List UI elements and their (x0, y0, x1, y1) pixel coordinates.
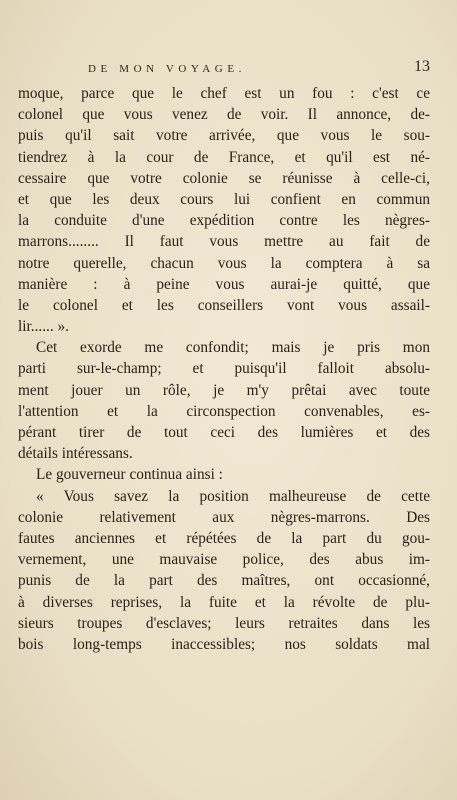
text-line: pérant tirer de tout ceci des lumières et des (18, 424, 430, 441)
running-head (18, 60, 430, 80)
text-line: Cet exorde me confondit; mais je pris mon (36, 339, 430, 357)
text-line: tiendrez à la cour de France, et qu'il est né- (18, 148, 430, 166)
text-line: punis de la part des maîtres, ont occasionné, (18, 572, 430, 590)
text-line: la conduite d'une expédition contre les nègres- (18, 212, 430, 230)
text-line: détails intéressans. (18, 445, 133, 463)
text-line: vernement, une mauvaise police, des abus im- (18, 551, 430, 569)
text-line: marrons........ Il faut vous mettre au fait de (18, 233, 430, 251)
text-line: fautes anciennes et répétées de la part du gou- (18, 529, 430, 547)
text-line: moque, parce que le chef est un fou : c'est ce (18, 85, 430, 102)
text-line: notre querelle, chacun vous la comptera à sa (18, 254, 430, 272)
text-line: puis qu'il sait votre arrivée, que vous le sou- (18, 127, 430, 145)
text-line: manière : à peine vous aurai-je quitté, que (18, 275, 430, 293)
text-line: à diverses reprises, la fuite et la révolte de plu- (18, 593, 430, 611)
running-title: DE MON VOYAGE. (88, 63, 247, 75)
text-line: colonie relativement aux nègres-marrons. Des (18, 508, 430, 526)
text-line: Le gouverneur continua ainsi : (36, 466, 223, 484)
text-line: bois long-temps inaccessibles; nos soldats mal (18, 635, 430, 653)
body-text (18, 83, 430, 655)
text-line: et que les deux cours lui confient en commun (18, 190, 430, 208)
text-line: colonel que vous venez de voir. Il annonce, de- (18, 106, 430, 124)
text-line: parti sur-le-champ; et puisqu'il falloit absolu- (18, 360, 430, 378)
text-line: sieurs troupes d'esclaves; leurs retraites dans les (18, 614, 430, 632)
text-line: « Vous savez la position malheureuse de cette (36, 487, 430, 505)
text-line: cessaire que votre colonie se réunisse à celle-ci, (18, 169, 430, 187)
text-line: lir...... ». (18, 318, 69, 336)
page-number: 13 (414, 58, 430, 75)
text-line: l'attention et la circonspection convenables, es- (18, 402, 430, 420)
text-line: le colonel et les conseillers vont vous assail- (18, 296, 430, 314)
text-line: ment jouer un rôle, je m'y prêtai avec toute (18, 381, 430, 399)
